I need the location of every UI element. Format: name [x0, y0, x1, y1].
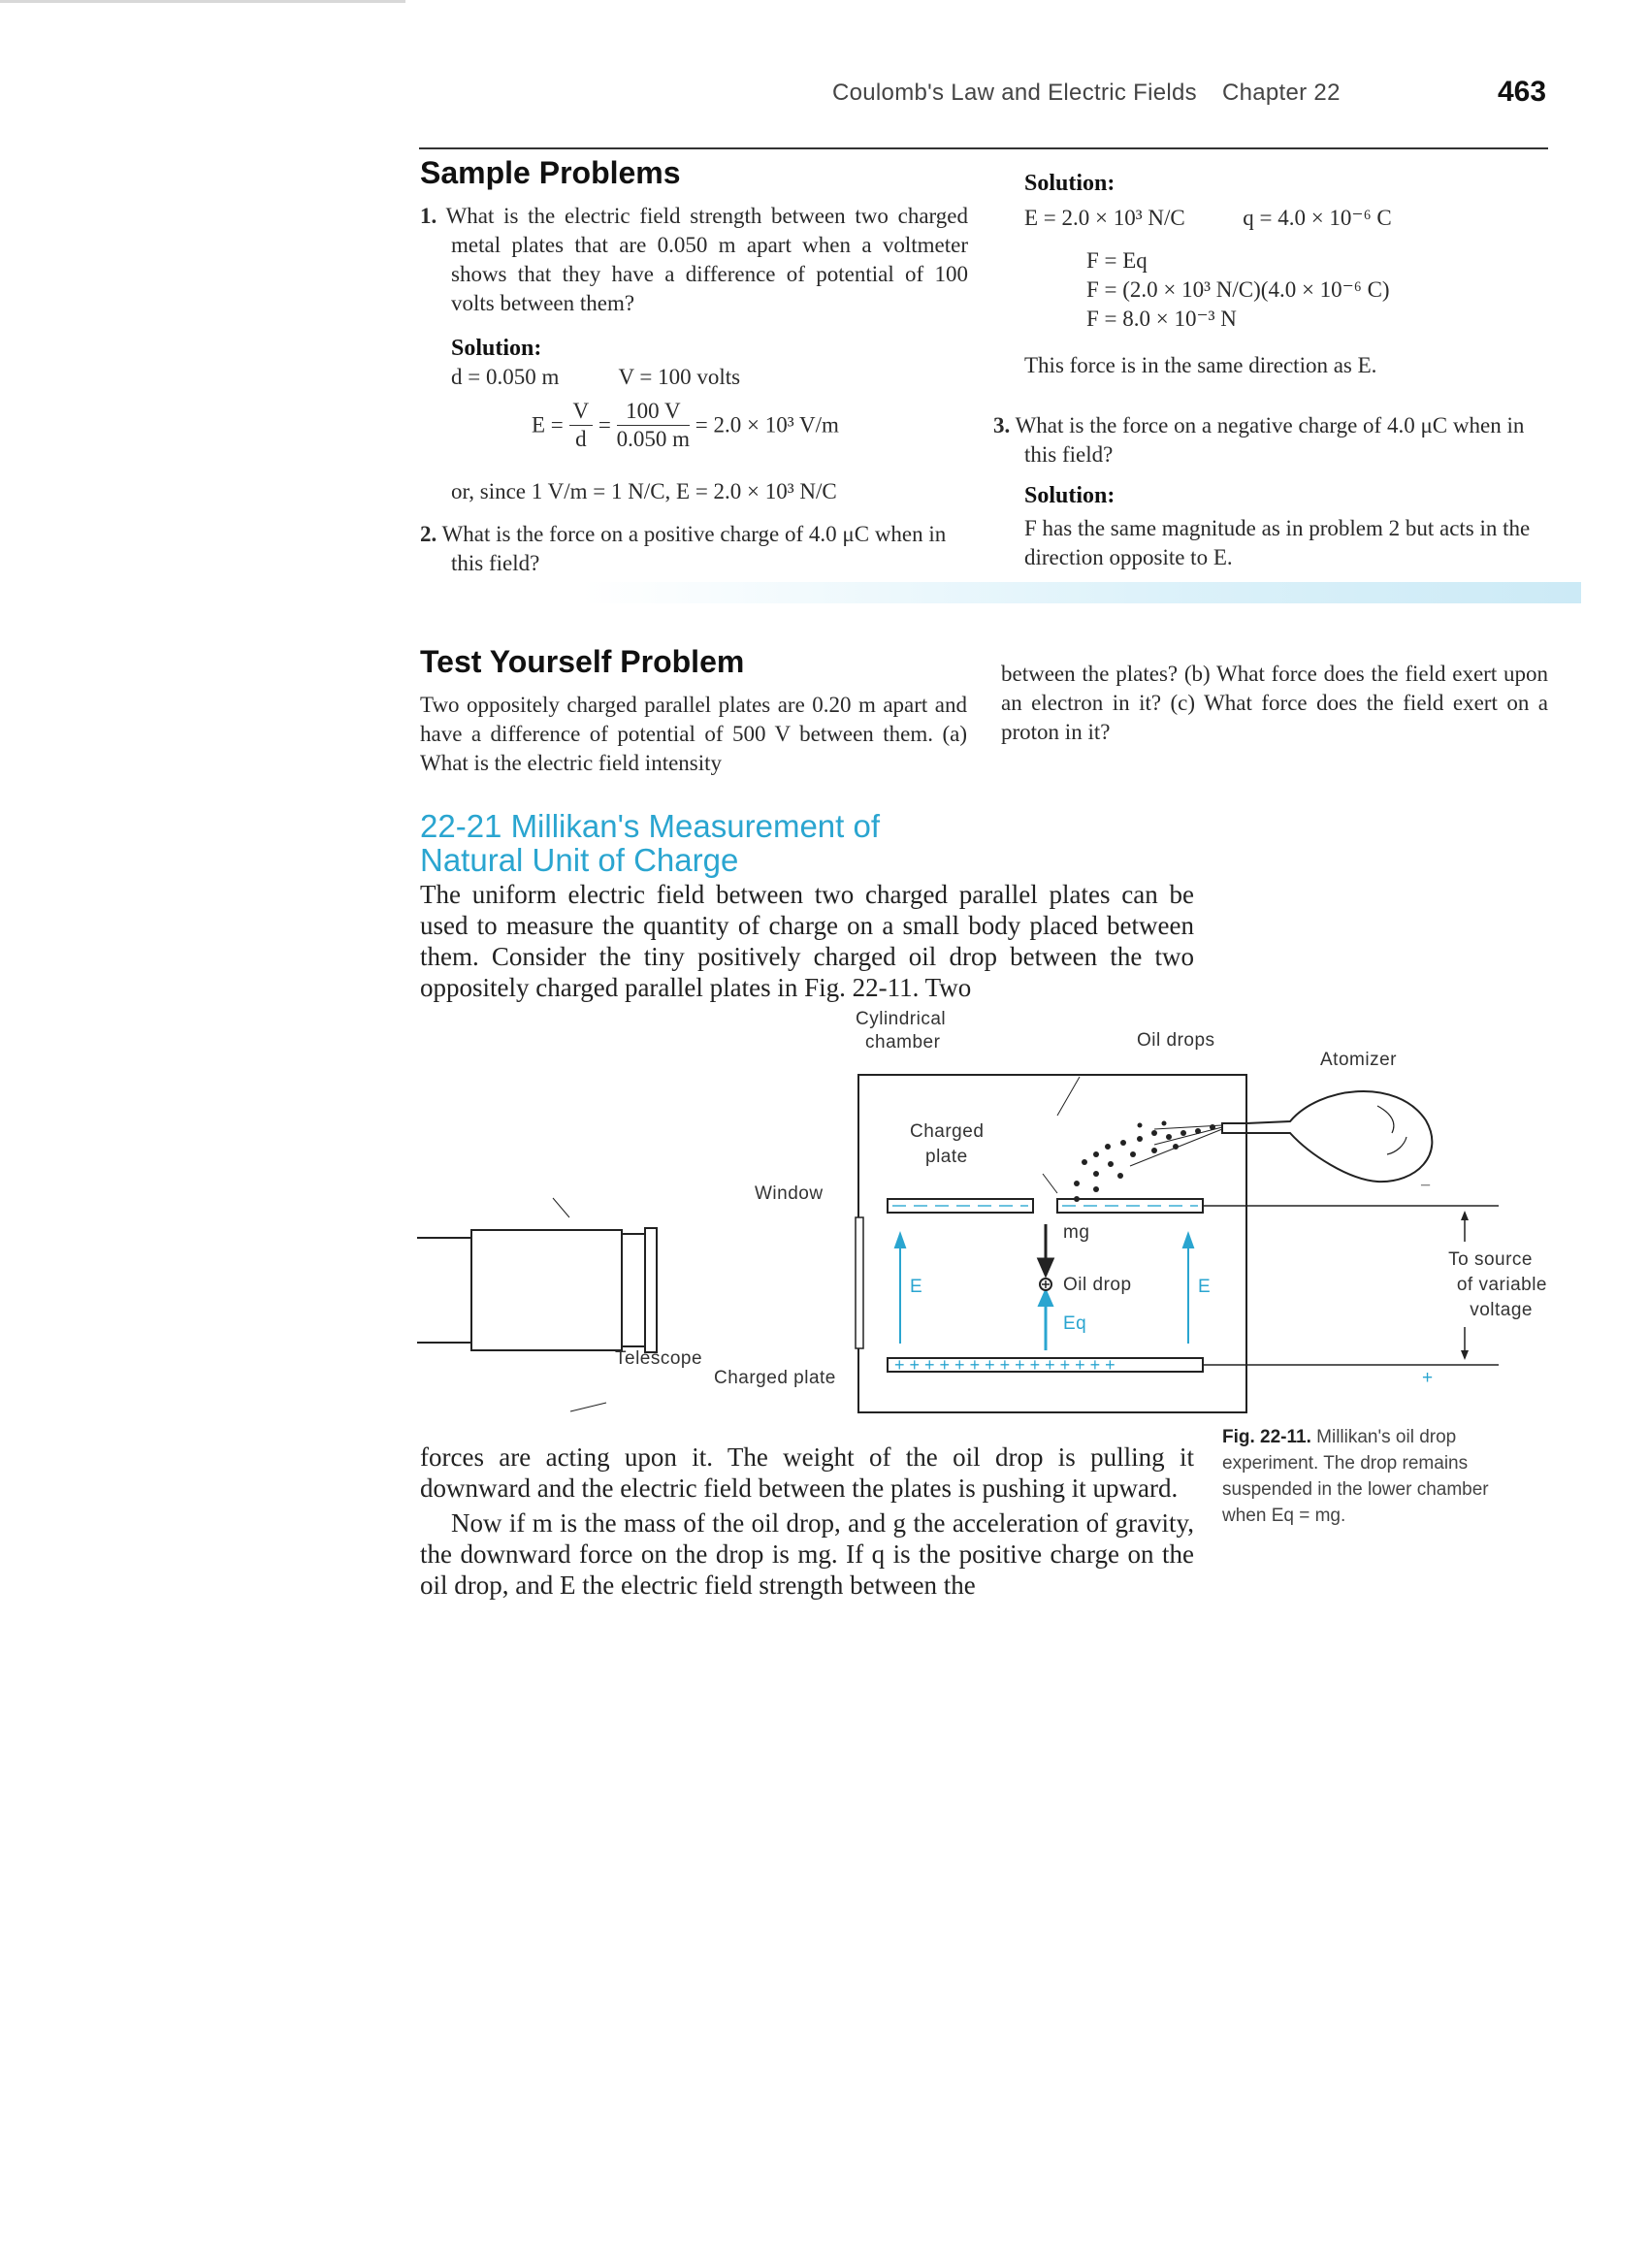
frac-num: 100 V	[617, 398, 690, 426]
solution-2-line-1: F = Eq	[1086, 248, 1148, 273]
solution-2-lines	[1086, 246, 1390, 334]
solution-3-text: F has the same magnitude as in problem 2 but acts in the direction opposite to E.	[1024, 516, 1531, 569]
given-e: E = 2.0 × 10³ N/C	[1024, 206, 1185, 230]
label-e-left: E	[910, 1277, 923, 1297]
millikan-diagram	[417, 1009, 1562, 1436]
label-plate: plate	[925, 1147, 968, 1167]
label-minus: −	[1420, 1176, 1432, 1196]
eq-result: = 2.0 × 10³ V/m	[695, 412, 839, 437]
problem-1	[420, 202, 968, 318]
page-edge-line	[0, 0, 405, 3]
fraction-v-over-d	[569, 398, 594, 453]
label-oil-drops: Oil drops	[1137, 1030, 1215, 1051]
solution-2-line-2: F = (2.0 × 10³ N/C)(4.0 × 10⁻⁶ C)	[1086, 277, 1390, 302]
label-to-source: To source	[1448, 1249, 1533, 1270]
given-q: q = 4.0 × 10⁻⁶ C	[1243, 206, 1392, 230]
problem-2-number: 2.	[420, 522, 437, 546]
oil-drops-leader	[1057, 1077, 1080, 1116]
solution-1-equation	[532, 398, 1017, 460]
telescope	[417, 1222, 657, 1358]
problem-1-text: What is the electric field strength between two charged metal plates that are 0.050 m apart when a voltmeter shows that they have a difference of potential of 100 volts between them?	[445, 204, 968, 315]
problem-3-number: 3.	[993, 413, 1011, 437]
charged-plate-leader	[1043, 1174, 1057, 1193]
paragraph-forces: forces are acting upon it. The weight of the oil drop is pulling it downward and the electric field between the plates is pushing it upward.	[420, 1442, 1194, 1503]
source-arrowhead-up	[1461, 1211, 1469, 1220]
problem-2-text: What is the force on a positive charge of 4.0 μC when in this field?	[441, 522, 947, 575]
label-cylindrical: Cylindrical	[856, 1009, 947, 1029]
label-of-variable: of variable	[1456, 1275, 1547, 1295]
figure-caption	[1222, 1424, 1533, 1529]
test-yourself-left-text: Two oppositely charged parallel plates are 0.20 m apart and have a difference of potential of 500 V between them. (a) What is the electric field intensity	[420, 693, 967, 775]
label-charged: Charged	[910, 1121, 985, 1142]
problem-3	[993, 411, 1548, 470]
page-number: 463	[1498, 76, 1547, 108]
caption-text: Millikan's oil drop experiment. The drop remains suspended in the lower chamber when Eq = mg.	[1222, 1427, 1489, 1526]
source-arrowhead-down	[1461, 1350, 1469, 1360]
eq-lhs: E =	[532, 412, 564, 437]
frac-den: 0.050 m	[616, 427, 691, 451]
solution-2-given	[1024, 204, 1548, 233]
millikan-figure	[417, 1009, 1562, 1436]
section-title	[420, 809, 880, 877]
atomizer-nozzle	[1222, 1123, 1246, 1133]
charged-plate-bottom-leader	[570, 1403, 606, 1411]
label-plus: +	[1422, 1368, 1434, 1388]
running-title: Coulomb's Law and Electric Fields	[832, 80, 1197, 106]
eq-mid: =	[598, 412, 611, 437]
solution-1-label: Solution:	[451, 336, 542, 361]
given-v: V = 100 volts	[618, 365, 741, 389]
label-chamber: chamber	[865, 1032, 941, 1053]
running-head	[832, 80, 1341, 107]
solution-2-label: Solution:	[1024, 171, 1116, 196]
label-charged-plate-bottom: Charged plate	[714, 1368, 836, 1388]
problem-2	[420, 520, 968, 578]
solution-3-label: Solution:	[1024, 483, 1116, 508]
label-e-right: E	[1198, 1277, 1212, 1297]
label-eq: Eq	[1063, 1313, 1087, 1334]
given-d: d = 0.050 m	[451, 365, 560, 389]
header-rule	[419, 147, 1548, 149]
problem-1-number: 1.	[420, 204, 437, 228]
bottom-plate-plus-marks	[894, 1355, 1116, 1375]
fraction-100v-over-d	[617, 398, 690, 453]
label-telescope: Telescope	[615, 1348, 703, 1369]
section-title-line-1: 22-21 Millikan's Measurement of	[420, 808, 881, 844]
frac-den: d	[575, 427, 587, 451]
label-window: Window	[755, 1183, 824, 1204]
section-body: The uniform electric field between two charged parallel plates can be used to measure the quantity of charge on a small body placed between them. Consider the tiny positively charged oil drop between the two oppositely charged parallel plates in Fig. 22-11. Two	[420, 880, 1194, 1002]
problem-3-text: What is the force on a negative charge of 4.0 μC when in this field?	[1015, 413, 1525, 467]
after-figure-body	[420, 1442, 1194, 1601]
oil-drop-spray	[1074, 1121, 1215, 1203]
test-yourself-title: Test Yourself Problem	[420, 644, 745, 679]
svg-text:+ + + + + + + + + + + + + + +: + + + + + + + + + + + + + + +	[894, 1355, 1116, 1375]
caption-figure-number: Fig. 22-11.	[1222, 1427, 1311, 1447]
label-voltage: voltage	[1470, 1300, 1533, 1320]
label-atomizer: Atomizer	[1320, 1050, 1397, 1070]
solution-2-line-3: F = 8.0 × 10⁻³ N	[1086, 307, 1237, 331]
frac-num: V	[569, 398, 594, 426]
solution-2-note: This force is in the same direction as E.	[1024, 353, 1377, 377]
label-mg: mg	[1063, 1222, 1090, 1243]
mg-arrow	[1039, 1224, 1052, 1275]
label-oil-drop: Oil drop	[1063, 1275, 1132, 1295]
solution-1-note: or, since 1 V/m = 1 N/C, E = 2.0 × 10³ N/C	[451, 479, 837, 503]
chamber-window	[856, 1217, 863, 1348]
solution-1-given	[451, 363, 740, 392]
paragraph-mass: Now if m is the mass of the oil drop, and g the acceleration of gravity, the downward force on the drop is mg. If q is the positive charge on the oil drop, and E the electric field strength between the	[420, 1508, 1194, 1600]
test-yourself-right-text: between the plates? (b) What force does the field exert upon an electron in it? (c) What force does the field exert on a proton in it?	[1001, 662, 1548, 744]
sample-problems-title: Sample Problems	[420, 155, 681, 190]
tint-band	[582, 582, 1581, 603]
atomizer-bulb	[1246, 1091, 1432, 1182]
chapter-label: Chapter 22	[1221, 80, 1341, 106]
section-title-line-2: Natural Unit of Charge	[420, 842, 739, 878]
